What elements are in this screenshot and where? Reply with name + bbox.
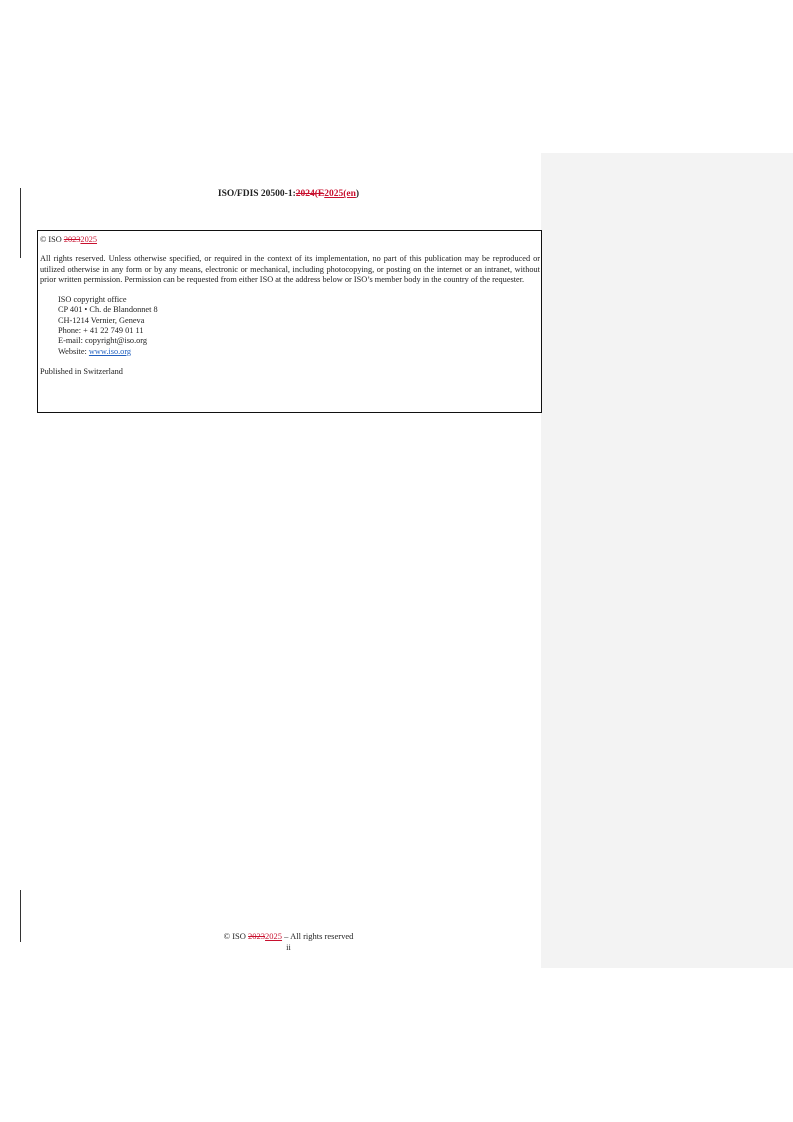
footer-copyright: [37, 931, 540, 942]
header-inserted: 2025(en: [324, 189, 356, 199]
page-number: ii: [286, 942, 291, 952]
footer-inserted: 2025: [265, 931, 283, 941]
footer-prefix: © ISO: [223, 931, 249, 941]
address-line: CH-1214 Vernier, Geneva: [58, 315, 145, 325]
published-line: Published in Switzerland: [40, 366, 123, 376]
copyright-prefix: © ISO: [40, 235, 64, 244]
address-line: ISO copyright office: [58, 295, 127, 305]
header-prefix: ISO/FDIS 20500-1:: [217, 189, 296, 199]
footer-suffix: – All rights reserved: [282, 931, 354, 941]
header-suffix: ): [355, 189, 360, 199]
change-bar: [20, 188, 21, 258]
change-bar: [20, 890, 21, 942]
website-line: [58, 347, 540, 357]
page-footer: [37, 931, 540, 953]
copyright-inserted: 2025: [80, 235, 98, 244]
address-line: CP 401 • Ch. de Blandonnet 8: [58, 305, 158, 315]
footer-deleted: 2023: [248, 931, 266, 941]
website-link[interactable]: www.iso.org: [88, 346, 132, 356]
copyright-line: [40, 235, 540, 245]
address-line: E-mail: copyright@iso.org: [58, 336, 148, 346]
header-deleted: 2024(E: [295, 189, 325, 199]
address-block: [40, 295, 540, 357]
copyright-box: [37, 230, 542, 413]
copyright-deleted: 2023: [63, 235, 81, 244]
rights-text: All rights reserved. Unless otherwise specified, or required in the context of its implementation, no part of this publication may be reproduced or utilized otherwise in any form or by any means, electronic or mechanical, including photocopying, or posting on the internet or an intranet, without prior written permission. Permission can be requested from either ISO at the address below or ISO’s member body in the country of the requester.: [40, 254, 540, 284]
address-line: Phone: + 41 22 749 01 11: [58, 326, 144, 336]
comment-pane: [541, 153, 793, 968]
website-label: Website:: [58, 346, 89, 356]
document-header: [37, 189, 540, 199]
